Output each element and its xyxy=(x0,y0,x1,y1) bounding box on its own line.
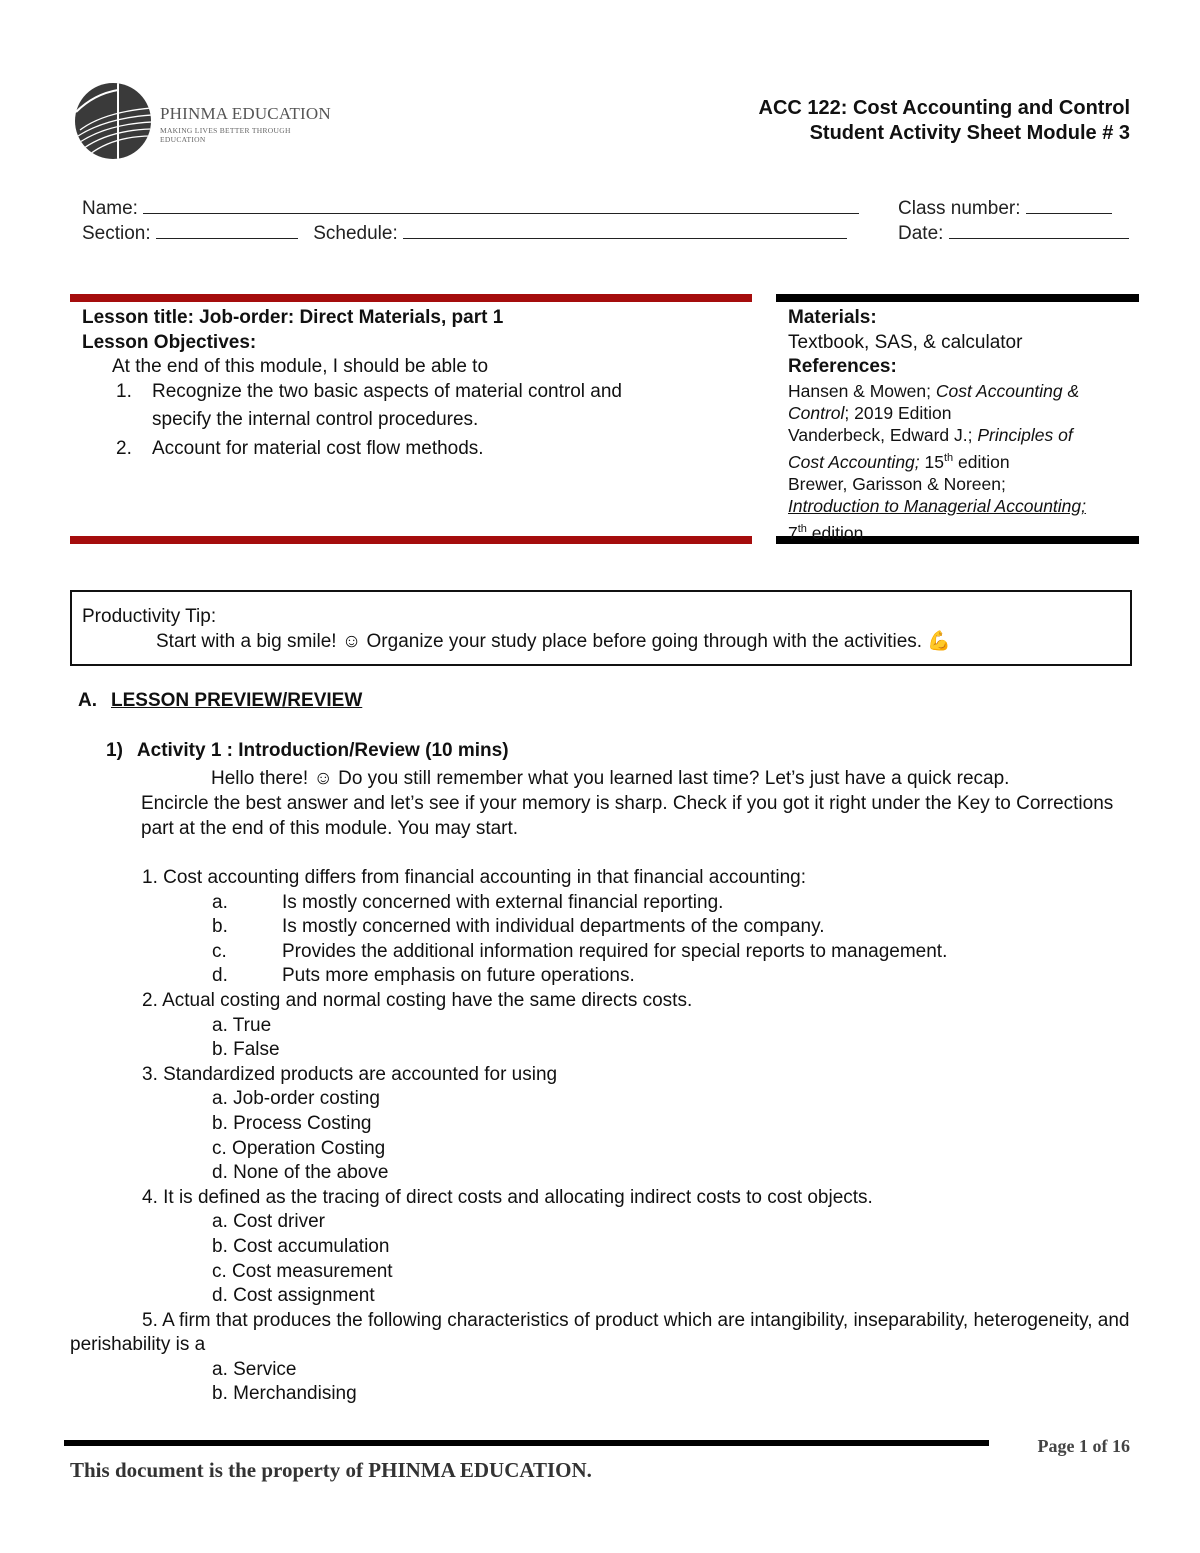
references-heading: References: xyxy=(788,356,897,377)
page-number: Page 1 of 16 xyxy=(1037,1436,1130,1456)
course-title: ACC 122: Cost Accounting and Control xyxy=(758,97,1130,119)
option[interactable]: c. Provides the additional information required for special reports to management. xyxy=(212,940,948,962)
objective-item: 1. Recognize the two basic aspects of material control and specify the internal control procedures. xyxy=(116,380,622,430)
objectives-list xyxy=(82,380,742,462)
option[interactable]: a. Is mostly concerned with external financial reporting. xyxy=(212,891,724,913)
question-4: 4. It is defined as the tracing of direct costs and allocating indirect costs to cost objects. xyxy=(142,1186,873,1208)
section-row xyxy=(82,221,847,245)
reference-2: Vanderbeck, Edward J.; Principles of Cost Accounting; 15th edition xyxy=(788,425,1073,472)
activity-instructions: Hello there! ☺ Do you still remember what you learned last time? Let’s just have a quick recap. Encircle the best answer and let’s see if your memory is sharp. Check if you got it right under the Key to Corrections part at the end of this module. You may start. xyxy=(141,768,1114,839)
option[interactable]: b. Is mostly concerned with individual departments of the company. xyxy=(212,916,825,938)
option[interactable]: c. Cost measurement xyxy=(212,1260,393,1282)
name-label: Name: xyxy=(82,198,138,219)
review-quiz xyxy=(70,866,1140,1407)
class-number-field[interactable] xyxy=(1026,196,1112,214)
reference-3: Brewer, Garisson & Noreen; Introduction to Managerial Accounting; 7th edition xyxy=(788,473,1087,543)
question-3: 3. Standardized products are accounted for using xyxy=(142,1063,558,1085)
date-row xyxy=(898,221,1129,245)
option[interactable]: a. Service xyxy=(212,1358,297,1380)
materials-items: Textbook, SAS, & calculator xyxy=(788,331,1023,353)
logo-tagline: MAKING LIVES BETTER THROUGH EDUCATION xyxy=(160,126,291,144)
schedule-field[interactable] xyxy=(403,221,847,239)
materials-panel xyxy=(788,306,1138,544)
activity-1-heading: 1) Activity 1 : Introduction/Review (10 mins) xyxy=(106,740,509,761)
section-field[interactable] xyxy=(156,221,298,239)
question-1: 1. Cost accounting differs from financial accounting in that financial accounting: xyxy=(142,867,806,888)
option[interactable]: b. Cost accumulation xyxy=(212,1235,390,1257)
lesson-title: Lesson title: Job-order: Direct Materials, part 1 xyxy=(82,307,504,328)
section-label: Section: xyxy=(82,223,151,244)
lesson-top-bar xyxy=(70,294,752,302)
option[interactable]: b. Process Costing xyxy=(212,1112,372,1134)
property-notice: This document is the property of PHINMA EDUCATION. xyxy=(70,1458,592,1482)
class-number-row xyxy=(898,196,1112,220)
option[interactable]: d. None of the above xyxy=(212,1162,389,1184)
phinma-logo-icon xyxy=(74,82,152,160)
name-field[interactable] xyxy=(143,196,859,214)
date-label: Date: xyxy=(898,223,944,244)
name-row xyxy=(82,196,859,220)
footer-rule xyxy=(64,1440,989,1446)
materials-top-bar xyxy=(776,294,1139,302)
sheet-title: Student Activity Sheet Module # 3 xyxy=(809,122,1130,144)
lesson-panel xyxy=(82,306,742,461)
objective-item: 2. Account for material cost flow methods. xyxy=(116,437,484,459)
productivity-tip-box xyxy=(70,590,1132,666)
option[interactable]: d. Puts more emphasis on future operations. xyxy=(212,965,635,987)
class-number-label: Class number: xyxy=(898,198,1021,219)
option[interactable]: a. Cost driver xyxy=(212,1211,325,1233)
option[interactable]: b. Merchandising xyxy=(212,1383,357,1405)
schedule-label: Schedule: xyxy=(313,223,398,244)
lesson-bottom-bar xyxy=(70,536,752,544)
section-a-heading: A. LESSON PREVIEW/REVIEW xyxy=(78,690,363,711)
option[interactable]: a. True xyxy=(212,1014,272,1036)
objectives-heading: Lesson Objectives: xyxy=(82,331,257,353)
tip-label: Productivity Tip: xyxy=(82,606,217,627)
option[interactable]: d. Cost assignment xyxy=(212,1285,375,1307)
option[interactable]: a. Job-order costing xyxy=(212,1088,380,1110)
phinma-logo xyxy=(74,82,334,162)
course-header xyxy=(759,96,1130,146)
logo-name: PHINMA EDUCATION xyxy=(160,104,331,123)
question-2: 2. Actual costing and normal costing have the same directs costs. xyxy=(142,989,693,1011)
question-5: 5. A firm that produces the following characteristics of product which are intangibility, inseparability, heterogeneity, and perishability is a xyxy=(70,1309,1130,1356)
date-field[interactable] xyxy=(949,221,1129,239)
option[interactable]: b. False xyxy=(212,1039,280,1061)
materials-heading: Materials: xyxy=(788,307,877,328)
reference-1: Hansen & Mowen; Cost Accounting & Control; 2019 Edition xyxy=(788,380,1080,423)
tip-text: Start with a big smile! ☺ Organize your study place before going through with the activities. 💪 xyxy=(156,631,951,652)
option[interactable]: c. Operation Costing xyxy=(212,1137,386,1159)
objectives-intro: At the end of this module, I should be able to xyxy=(112,356,489,377)
